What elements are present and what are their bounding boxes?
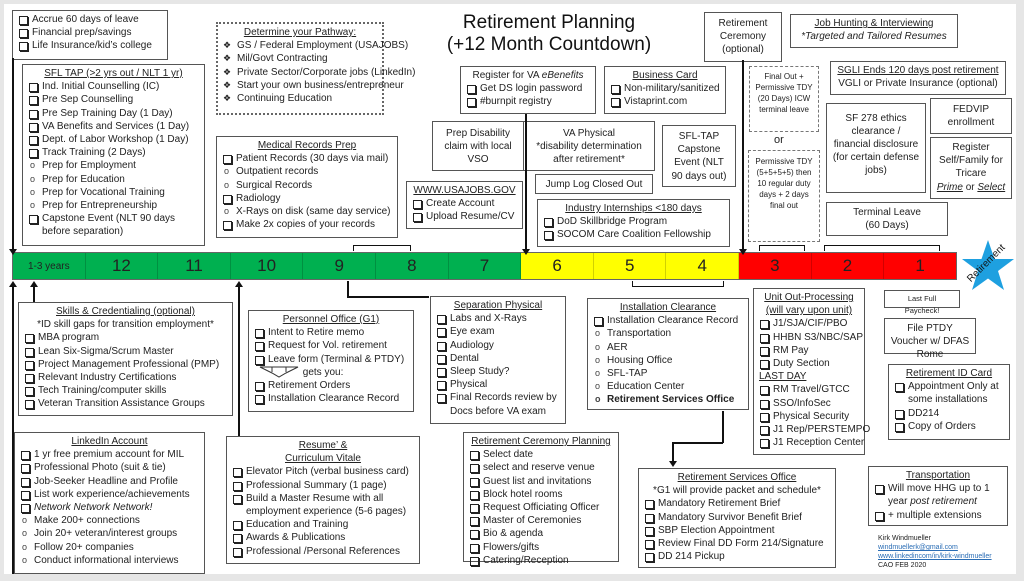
box-text: Prep Disability claim with local VSO: [444, 128, 512, 166]
box-text: Jump Log Closed Out: [545, 179, 643, 190]
box-text: SFL-TAP Capstone Event (NLT 90 days out): [671, 131, 727, 182]
retirement-ceremony-box: [704, 12, 782, 62]
checklist-item: Patient Records (30 days via mail): [222, 152, 392, 165]
checklist-item: Financial prep/savings: [18, 26, 162, 39]
checklist-item: Awards & Publications: [232, 531, 414, 544]
box-heading: Retirement Services Office: [677, 472, 797, 483]
tricare-select: Select: [977, 181, 1006, 193]
box-heading: Transportation: [905, 470, 971, 481]
sf278-box: [826, 103, 926, 193]
checklist-item: Dental: [436, 352, 560, 365]
sub-item: o Prep for Education: [28, 173, 199, 186]
timeline-segment: 5: [594, 253, 667, 279]
checklist-item: Project Management Professional (PMP): [24, 358, 227, 371]
last-paycheck-box: [884, 290, 960, 315]
box-subheading: *Targeted and Tailored Resumes: [801, 31, 947, 43]
sub-item: o Make 200+ connections: [20, 514, 199, 527]
internships-box: [537, 199, 730, 247]
business-card-box: [604, 66, 726, 114]
installation-clearance-box: [587, 298, 749, 410]
bracket-5-4: [632, 281, 724, 287]
checklist-item: RM Pay: [759, 344, 859, 357]
checklist-item: select and reserve venue: [469, 461, 613, 474]
checklist-item: DoD Skillbridge Program: [543, 215, 724, 228]
box-text: FEDVIP enrollment: [947, 104, 995, 129]
checklist-item: Mandatory Retirement Brief: [644, 497, 830, 510]
author-credit: [878, 534, 992, 570]
checklist-item: Non-military/sanitized: [610, 82, 720, 95]
title-line-2: (+12 Month Countdown): [446, 34, 652, 55]
checklist-item: Professional /Personal References: [232, 545, 414, 558]
checklist-item: Dept. of Labor Workshop (1 Day): [28, 133, 199, 146]
box-subheading: *G1 will provide packet and schedule*: [653, 485, 821, 497]
checklist-item: Audiology: [436, 339, 560, 352]
checklist-item: Lean Six-Sigma/Scrum Master: [24, 345, 227, 358]
box-heading: Retirement ID Card: [905, 368, 993, 379]
checklist-item: Retirement Orders: [254, 379, 408, 392]
box-subheading: *ID skill gaps for transition employment*: [37, 319, 214, 331]
checklist-item: Appointment Only at some installations: [894, 380, 1004, 406]
gets-you-row: [254, 366, 408, 379]
checklist-item: 1 yr free premium account for MIL: [20, 448, 199, 461]
author-date: CAO FEB 2020: [878, 562, 927, 569]
box-heading: SGLI Ends 120 days post retirement: [837, 65, 999, 76]
checklist-item: Select date: [469, 448, 613, 461]
connector-line: [347, 296, 429, 298]
checklist-item: Life Insurance/kid’s college: [18, 39, 162, 52]
checklist-item: Installation Clearance Record: [593, 314, 743, 327]
ebenefits-box: [460, 66, 596, 114]
checklist-item: Review Final DD Form 214/Signature: [644, 537, 830, 550]
final-out-box: [749, 66, 819, 132]
va-physical-box: [523, 121, 655, 171]
checklist-item: #burnpit registry: [466, 95, 590, 108]
sub-item: o Transportation: [593, 327, 743, 340]
ptdy-voucher-box: [884, 318, 976, 361]
box-text: Retirement Ceremony (optional): [718, 18, 768, 56]
item-text: Will move HHG up to 1 year: [888, 483, 990, 508]
job-hunting-box: [790, 14, 958, 48]
checklist-item: SBP Election Appointment: [644, 524, 830, 537]
capstone-box: [662, 125, 736, 187]
checklist-item: Bio & agenda: [469, 527, 613, 540]
checklist-item: Installation Clearance Record: [254, 392, 408, 405]
checklist-item: Job-Seeker Headline and Profile: [20, 475, 199, 488]
connector-arrow: [672, 442, 674, 462]
checklist-item: Relevant Industry Certifications: [24, 371, 227, 384]
box-text: Terminal Leave (60 Days): [853, 207, 921, 232]
title-line-1: Retirement Planning: [462, 12, 636, 33]
last-day-label: LAST DAY: [759, 371, 807, 383]
timeline-segment: 7: [449, 253, 522, 279]
box-heading: Business Card: [632, 70, 698, 81]
skills-box: [18, 302, 233, 416]
bracket-2-1: [824, 245, 940, 251]
connector-line: [672, 442, 723, 444]
checklist-item: MBA program: [24, 331, 227, 344]
sub-item: o Conduct informational interviews: [20, 554, 199, 567]
heading-italic: eBenefits: [541, 70, 584, 81]
checklist-item: Final Records review by Docs before VA exam: [436, 391, 560, 417]
checklist-item: J1 Rep/PERSTEMPO: [759, 423, 859, 436]
permissive-tdy-box: [748, 150, 820, 242]
checklist-item: Request Officiating Officer: [469, 501, 613, 514]
checklist-item: RM Travel/GTCC: [759, 383, 859, 396]
author-email-link[interactable]: windmuellerk@gmail.com: [878, 544, 958, 551]
box-heading: Separation Physical: [453, 300, 543, 311]
personnel-office-box: [248, 310, 414, 412]
retirement-label: Retirement: [965, 242, 1008, 285]
connector-arrow: [742, 60, 744, 250]
box-heading: LinkedIn Account: [71, 436, 148, 447]
box-text: File PTDY Voucher w/ DFAS Rome: [890, 323, 970, 361]
checklist-item: Education and Training: [232, 518, 414, 531]
heading-prefix: Register for VA: [472, 70, 542, 81]
retirement-id-card-box: [888, 364, 1010, 440]
checklist-item: [874, 482, 1002, 508]
timeline-segment: 1: [884, 253, 956, 279]
checklist-item: Physical Security: [759, 410, 859, 423]
diagram-canvas: [4, 4, 1016, 574]
box-text: Final Out + Permissive TDY (20 Days) ICW terminal leave: [755, 72, 813, 114]
connector-arrow: [238, 286, 240, 436]
box-heading: [466, 69, 590, 82]
checklist-item: Request for Vol. retirement: [254, 339, 408, 352]
sub-item: o Prep for Employment: [28, 159, 199, 172]
pathway-item: ❖ Continuing Education: [223, 92, 377, 105]
sfl-tap-box: [22, 64, 205, 246]
tricare-or: or: [962, 181, 978, 193]
checklist-item: Block hotel rooms: [469, 488, 613, 501]
timeline-segment: 8: [376, 253, 449, 279]
checklist-item: Ind. Initial Counselling (IC): [28, 80, 199, 93]
checklist-item: Radiology: [222, 192, 392, 205]
checklist-item: Track Training (2 Days): [28, 146, 199, 159]
timeline-segment: 3: [739, 253, 812, 279]
gets-you-label: gets you:: [302, 366, 344, 378]
checklist-item: Flowers/gifts: [469, 541, 613, 554]
box-heading: Curriculum Vitale: [285, 453, 361, 465]
separation-physical-box: [430, 296, 566, 424]
terminal-leave-box: [826, 202, 948, 236]
checklist-item: Copy of Orders: [894, 420, 1004, 433]
checklist-item: Vistaprint.com: [610, 95, 720, 108]
timeline-segment: 4: [666, 253, 739, 279]
box-text: Register Self/Family for Tricare: [939, 142, 1003, 180]
retirement-services-office-box: [638, 468, 836, 568]
timeline-segment: 2: [812, 253, 885, 279]
checklist-item: Guest list and invitations: [469, 475, 613, 488]
checklist-item: Create Account: [412, 197, 517, 210]
sub-item: o Join 20+ veteran/interest groups: [20, 527, 199, 540]
tricare-prime: Prime: [936, 181, 963, 193]
box-heading: Personnel Office (G1): [282, 314, 380, 325]
checklist-item: SSO/InfoSec: [759, 397, 859, 410]
or-label: or: [774, 134, 784, 146]
checklist-item: Mandatory Survivor Benefit Brief: [644, 511, 830, 524]
box-heading: Unit Out-Processing: [764, 292, 854, 303]
checklist-item: Catering/Reception: [469, 554, 613, 567]
bracket-9-8: [353, 245, 411, 251]
checklist-item: Physical: [436, 378, 560, 391]
box-heading: (will vary upon unit): [765, 305, 853, 317]
sub-item: o Retirement Services Office: [593, 393, 743, 406]
checklist-item: Sleep Study?: [436, 365, 560, 378]
timeline-segment: 9: [303, 253, 376, 279]
bracket-3: [759, 245, 805, 251]
connector-arrow: [525, 114, 527, 250]
checklist-item: DD 214 Pickup: [644, 550, 830, 563]
item-italic: post retirement: [910, 496, 977, 508]
pathway-item: ❖ Private Sector/Corporate jobs (LinkedIn): [223, 66, 377, 79]
sub-item: o Education Center: [593, 380, 743, 393]
linkedin-box: [14, 432, 205, 574]
timeline-segment: 10: [231, 253, 304, 279]
box-heading: SFL TAP (>2 yrs out / NLT 1 yr): [44, 68, 183, 79]
checklist-item: Tech Training/computer skills: [24, 384, 227, 397]
box-heading: Resume’ &: [298, 440, 348, 451]
sub-item: o Prep for Entrepreneurship: [28, 199, 199, 212]
box-heading: Determine your Pathway:: [243, 27, 357, 38]
box-text: Last Full Paycheck!: [904, 294, 940, 315]
checklist-item: Pre Sep Counselling: [28, 93, 199, 106]
page-title: [444, 12, 654, 56]
checklist-item: List work experience/achievements: [20, 488, 199, 501]
sub-item: o Prep for Vocational Training: [28, 186, 199, 199]
checklist-item: Elevator Pitch (verbal business card): [232, 465, 414, 478]
box-text: Permissive TDY (5+5+5+5) then 10 regular duty days + 2 days final out: [755, 157, 813, 210]
leave-box: [12, 10, 168, 60]
connector-line: [722, 411, 724, 443]
pathway-box: [216, 22, 416, 115]
jump-log-box: [535, 174, 653, 194]
checklist-item: Get DS login password: [466, 82, 590, 95]
box-heading: VA Physical: [562, 128, 616, 139]
sub-item: o X-Rays on disk (same day service): [222, 205, 392, 218]
connector-line: [347, 281, 349, 297]
connector-arrow: [12, 58, 14, 250]
countdown-timeline: [12, 252, 957, 280]
checklist-item: Duty Section: [759, 357, 859, 370]
checklist-item: Accrue 60 days of leave: [18, 13, 162, 26]
box-text: SF 278 ethics clearance / financial disclosure (for certain defense jobs): [832, 113, 920, 176]
checklist-item: Build a Master Resume with all employment experience (5-6 pages): [232, 492, 414, 518]
box-heading: Skills & Credentialing (optional): [56, 306, 195, 317]
checklist-item: Veteran Transition Assistance Groups: [24, 397, 227, 410]
checklist-item: Master of Ceremonies: [469, 514, 613, 527]
ceremony-planning-box: [463, 432, 619, 566]
checklist-item: Eye exam: [436, 325, 560, 338]
checklist-item: DD214: [894, 407, 1004, 420]
box-heading: WWW.USAJOBS.GOV: [413, 185, 516, 196]
checklist-item: VA Benefits and Services (1 Day): [28, 120, 199, 133]
usajobs-box: [406, 181, 523, 229]
checklist-item: Professional Summary (1 page): [232, 479, 414, 492]
pathway-item: ❖ GS / Federal Employment (USAJOBS): [223, 39, 377, 52]
box-heading: Medical Records Prep: [257, 140, 357, 151]
sub-item: o Follow 20+ companies: [20, 541, 199, 554]
sub-item: o SFL-TAP: [593, 367, 743, 380]
timeline-segment: 12: [86, 253, 159, 279]
box-text: *disability determination after retirement*: [536, 141, 642, 166]
checklist-item: Upload Resume/CV: [412, 210, 517, 223]
resume-box: [226, 436, 420, 564]
box-heading: Installation Clearance: [619, 302, 717, 313]
fedvip-box: [930, 98, 1012, 134]
unit-out-processing-box: [753, 288, 871, 455]
checklist-item: Leave form (Terminal & PTDY): [254, 353, 408, 366]
sub-item: o Surgical Records: [222, 179, 392, 192]
pathway-item: ❖ Start your own business/entrepreneur: [223, 79, 377, 92]
checklist-item: Pre Sep Training Day (1 Day): [28, 107, 199, 120]
author-linkedin-link[interactable]: www.linkedincom/in/kirk-windmueller: [878, 553, 992, 560]
checklist-item: Capstone Event (NLT 90 days before separation): [28, 212, 178, 238]
down-arrow-icon: [258, 366, 300, 378]
box-heading: Retirement Ceremony Planning: [471, 436, 611, 447]
box-heading: Job Hunting & Interviewing: [814, 18, 934, 29]
prep-disability-box: [432, 121, 524, 171]
checklist-item: + multiple extensions: [874, 509, 1002, 522]
box-subheading: VGLI or Private Insurance (optional): [838, 78, 998, 90]
medical-records-box: [216, 136, 398, 238]
sub-item: o Housing Office: [593, 354, 743, 367]
checklist-item: Network Network Network!: [20, 501, 199, 514]
sub-item: o Outpatient records: [222, 165, 392, 178]
tricare-box: [930, 137, 1012, 199]
author-name: Kirk Windmueller: [878, 535, 931, 542]
sub-item: o AER: [593, 341, 743, 354]
checklist-item: Labs and X-Rays: [436, 312, 560, 325]
checklist-item: J1 Reception Center: [759, 436, 859, 449]
checklist-item: SOCOM Care Coalition Fellowship: [543, 228, 724, 241]
transportation-box: [868, 466, 1008, 526]
timeline-segment: 6: [521, 253, 594, 279]
checklist-item: J1/SJA/CIF/PBO: [759, 317, 859, 330]
box-heading: Industry Internships <180 days: [565, 203, 702, 214]
checklist-item: Intent to Retire memo: [254, 326, 408, 339]
timeline-segment: 11: [158, 253, 231, 279]
checklist-item: HHBN S3/NBC/SAP: [759, 331, 859, 344]
sgli-box: [830, 61, 1006, 95]
checklist-item: Professional Photo (suit & tie): [20, 461, 199, 474]
checklist-item: Make 2x copies of your records: [222, 218, 392, 231]
pathway-item: ❖ Mil/Govt Contracting: [223, 52, 377, 65]
timeline-segment: 1-3 years: [13, 253, 86, 279]
